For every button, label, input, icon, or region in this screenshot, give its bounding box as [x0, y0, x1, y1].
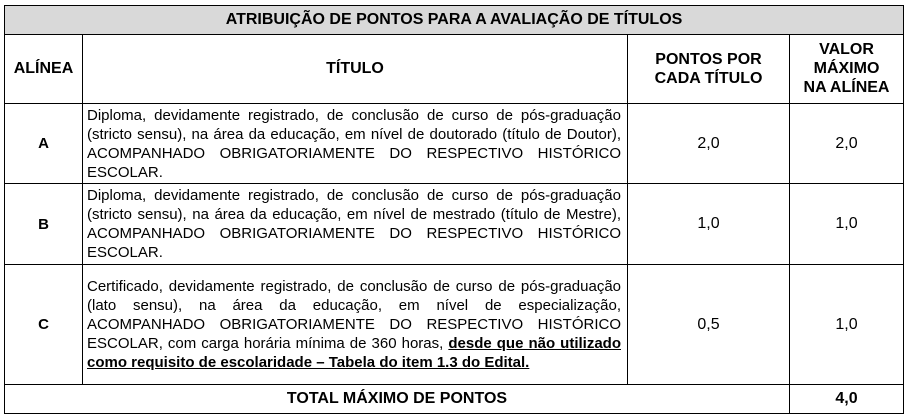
header-valor-maximo: [790, 34, 904, 103]
row-alinea: A: [5, 103, 83, 184]
total-value: 4,0: [790, 385, 904, 414]
header-valor-line1: VALOR: [819, 41, 874, 59]
table-row: [5, 184, 904, 265]
row-titulo: [83, 265, 628, 385]
header-pontos-line1: PONTOS POR: [655, 50, 762, 68]
table-row: [5, 103, 904, 184]
table-title: ATRIBUIÇÃO DE PONTOS PARA A AVALIAÇÃO DE TÍTULOS: [5, 6, 904, 35]
total-label: TOTAL MÁXIMO DE PONTOS: [5, 385, 790, 414]
header-valor-line3: NA ALÍNEA: [803, 79, 890, 97]
row-maximo: 1,0: [790, 184, 904, 265]
header-alinea: ALÍNEA: [5, 34, 83, 103]
row-titulo: Diploma, devidamente registrado, de conclusão de curso de pós-graduação (stricto sensu), na área da educação, em nível de mestrado (título de Mestre), ACOMPANHADO OBRIGATORIAMENTE DO RESPECTIVO HISTÓRICO ESCOLAR.: [83, 184, 628, 265]
header-pontos-line2: CADA TÍTULO: [654, 69, 763, 87]
header-valor-line2: MÁXIMO: [813, 60, 880, 78]
total-row: [5, 385, 904, 414]
table-row: [5, 265, 904, 385]
points-table: [4, 5, 904, 414]
header-pontos: [628, 34, 790, 103]
row-pontos: 1,0: [628, 184, 790, 265]
row-titulo-text: Certificado, devidamente registrado, de conclusão de curso de pós-graduação (lato sensu), na área da educação, em nível de especialização, ACOMPANHADO OBRIGATORIAMENTE DO RESPECTIVO HISTÓRICO ESCOLAR, com carga horária mínima de 360 horas,: [87, 278, 621, 353]
row-pontos: 0,5: [628, 265, 790, 385]
header-row: [5, 34, 904, 103]
row-maximo: 1,0: [790, 265, 904, 385]
table-title-row: [5, 6, 904, 35]
row-titulo-emphasis: desde que não utilizado como requisito de escolaridade – Tabela do item 1.3 do Edital.: [87, 335, 621, 372]
row-alinea: B: [5, 184, 83, 265]
header-titulo: TÍTULO: [83, 34, 628, 103]
row-alinea: C: [5, 265, 83, 385]
row-pontos: 2,0: [628, 103, 790, 184]
row-maximo: 2,0: [790, 103, 904, 184]
row-titulo: Diploma, devidamente registrado, de conclusão de curso de pós-graduação (stricto sensu), na área da educação, em nível de doutorado (título de Doutor), ACOMPANHADO OBRIGATORIAMENTE DO RESPECTIVO HISTÓRICO ESCOLAR.: [83, 103, 628, 184]
